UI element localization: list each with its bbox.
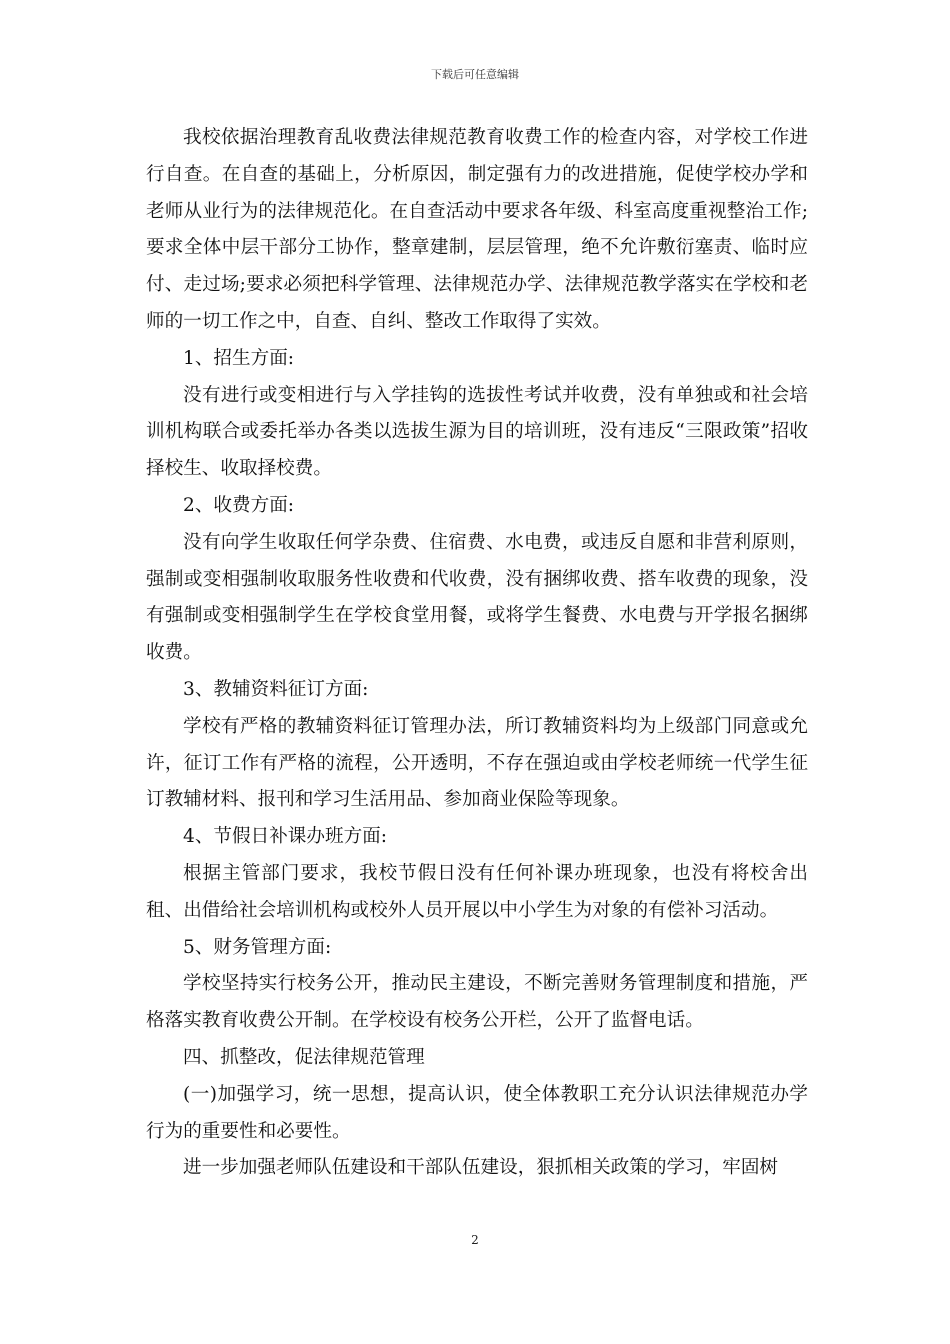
section-heading-fees: 2、收费方面: (183, 494, 295, 516)
document-body (146, 120, 808, 1187)
paragraph-intro: 我校依据治理教育乱收费法律规范教育收费工作的检查内容，对学校工作进行自查。在自查的基础上，分析原因，制定强有力的改进措施，促使学校办学和老师从业行为的法律规范化。在自查活动中要求各年级、科室高度重视整治工作;要求全体中层干部分工协作，整章建制，层层管理，绝不允许敷衍塞责、临时应付、走过场;要求必须把科学管理、法律规范办学、法律规范教学落实在学校和老师的一切工作之中，自查、自纠、整改工作取得了实效。 (146, 127, 808, 332)
section-heading-enrollment: 1、招生方面: (183, 347, 295, 369)
paragraph-team-building: 进一步加强老师队伍建设和干部队伍建设，狠抓相关政策的学习，牢固树 (183, 1157, 779, 1179)
paragraph-holiday-classes: 根据主管部门要求，我校节假日没有任何补课办班现象，也没有将校舍出租、出借给社会培训机构或校外人员开展以中小学生为对象的有偿补习活动。 (146, 862, 808, 921)
section-heading-finance: 5、财务管理方面: (183, 936, 332, 958)
paragraph-enrollment: 没有进行或变相进行与入学挂钩的选拔性考试并收费，没有单独或和社会培训机构联合或委托举办各类以选拔生源为目的培训班，没有违反“三限政策”招收择校生、收取择校费。 (146, 384, 808, 480)
paragraph-fees: 没有向学生收取任何学杂费、住宿费、水电费，或违反自愿和非营利原则，强制或变相强制收取服务性收费和代收费，没有捆绑收费、搭车收费的现象，没有强制或变相强制学生在学校食堂用餐，或将学生餐费、水电费与开学报名捆绑收费。 (146, 531, 808, 664)
page-number: 2 (471, 1233, 479, 1247)
paragraph-materials: 学校有严格的教辅资料征订管理办法，所订教辅资料均为上级部门同意或允许，征订工作有严格的流程，公开透明，不存在强迫或由学校老师统一代学生征订教辅材料、报刊和学习生活用品、参加商业保险等现象。 (146, 715, 808, 811)
paragraph-study: (一)加强学习，统一思想，提高认识，使全体教职工充分认识法律规范办学行为的重要性和必要性。 (146, 1083, 808, 1142)
page-header: 下载后可任意编辑 (431, 68, 519, 81)
section-heading-holiday-classes: 4、节假日补课办班方面: (183, 826, 388, 848)
section-heading-rectification: 四、抓整改，促法律规范管理 (183, 1046, 425, 1068)
section-heading-materials: 3、教辅资料征订方面: (183, 678, 369, 700)
paragraph-finance: 学校坚持实行校务公开，推动民主建设，不断完善财务管理制度和措施，严格落实教育收费公开制。在学校设有校务公开栏，公开了监督电话。 (146, 973, 808, 1032)
